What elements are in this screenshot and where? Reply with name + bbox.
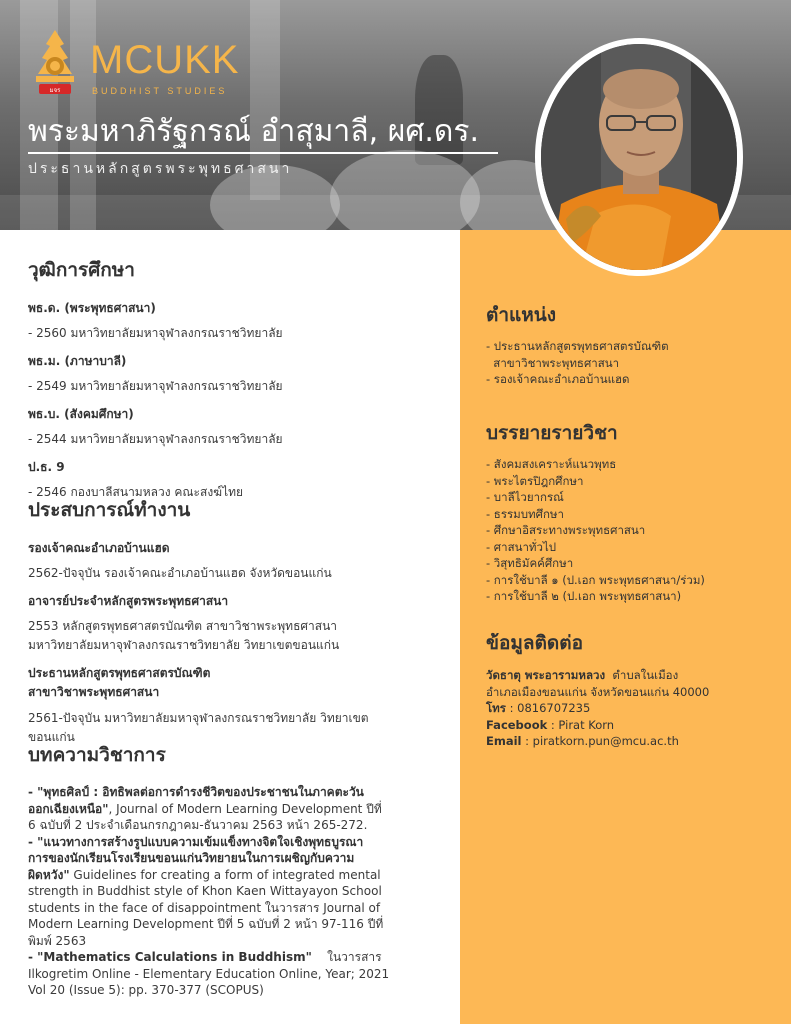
list-item: - บาลีไวยากรณ์ <box>486 490 564 504</box>
contact-section <box>486 628 781 750</box>
article-line: Ilkogretim Online - Elementary Education Online, Year; 2021 <box>28 966 390 981</box>
article-item <box>28 784 448 834</box>
phone-value: : 0816707235 <box>505 701 591 715</box>
facebook-label: Facebook <box>486 717 548 732</box>
list-item: - รองเจ้าคณะอำเภอบ้านแฮด <box>486 372 630 386</box>
list-item: - สังคมสงเคราะห์แนวพุทธ <box>486 457 617 471</box>
experience-section <box>28 495 448 747</box>
temple-location: ตำบลในเมือง <box>605 668 679 682</box>
facebook-value[interactable]: : Pirat Korn <box>547 717 615 732</box>
article-line: - "แนวทางการสร้างรูปแบบความเข้มแข็งทางจิตใจเชิงพุทธบูรณา <box>28 834 364 849</box>
education-degree: ป.ธ. 9 <box>28 460 65 474</box>
person-position: ประธานหลักสูตรพระพุทธศาสนา <box>28 161 293 177</box>
list-item: - พระไตรปิฎกศึกษา <box>486 473 584 488</box>
temple-label: วัดธาตุ พระอารามหลวง <box>486 668 606 682</box>
education-degree: พธ.บ. (สังคมศึกษา) <box>28 407 134 421</box>
article-line: 6 ฉบับที่ 2 ประจำเดือนกรกฎาคม-ธันวาคม 2563 หน้า 265-272. <box>28 818 368 832</box>
list-item: - ศาสนาทั่วไป <box>486 539 557 554</box>
list-item: - ประธานหลักสูตรพุทธศาสตรบัณฑิต <box>486 339 669 353</box>
article-line: Vol 20 (Issue 5): pp. 370-377 (SCOPUS) <box>28 983 264 997</box>
positions-heading: ตำแหน่ง <box>486 304 557 326</box>
name-divider <box>28 152 498 154</box>
article-line: - "Mathematics Calculations in Buddhism" ในวารสาร <box>28 950 382 964</box>
education-detail: - 2560 มหาวิทยาลัยมหาจุฬาลงกรณราชวิทยาลัย <box>28 326 283 340</box>
positions-list <box>486 338 776 388</box>
experience-heading: ประสบการณ์ทำงาน <box>28 499 191 521</box>
courses-list <box>486 456 781 605</box>
list-item: - ธรรมบทศึกษา <box>486 506 564 521</box>
articles-heading: บทความวิชาการ <box>28 744 166 766</box>
article-item <box>28 949 448 999</box>
articles-section <box>28 740 448 999</box>
article-line: students in the face of disappointment ในวารสาร Journal of <box>28 900 381 915</box>
contact-facebook <box>486 717 781 734</box>
university-seal-icon <box>30 28 80 98</box>
courses-heading: บรรยายรายวิชา <box>486 422 618 444</box>
article-item <box>28 834 448 950</box>
article-line: ออกเฉียงเหนือ", Journal of Modern Learning Development ปีที่ <box>28 801 382 816</box>
phone-label: โทร <box>486 701 506 715</box>
list-item: สาขาวิชาพระพุทธศาสนา <box>486 355 620 370</box>
contact-temple <box>486 667 781 684</box>
monk-portrait-icon <box>541 44 737 270</box>
education-section <box>28 255 448 502</box>
experience-role: ประธานหลักสูตรพุทธศาสตรบัณฑิต <box>28 666 211 680</box>
courses-section <box>486 418 781 605</box>
education-detail: - 2549 มหาวิทยาลัยมหาจุฬาลงกรณราชวิทยาลัย <box>28 379 283 393</box>
experience-detail: ขอนแก่น <box>28 730 75 744</box>
articles-list <box>28 784 448 999</box>
experience-role: อาจารย์ประจำหลักสูตรพระพุทธศาสนา <box>28 594 229 608</box>
experience-role: สาขาวิชาพระพุทธศาสนา <box>28 685 160 699</box>
brand-title: MCUKK <box>90 38 240 82</box>
article-line: การของนักเรียนโรงเรียนขอนแก่นวิทยายนในการเผชิญกับความ <box>28 851 355 865</box>
experience-detail: 2553 หลักสูตรพุทธศาสตรบัณฑิต สาขาวิชาพระพุทธศาสนา <box>28 619 338 633</box>
email-label: Email <box>486 734 522 748</box>
education-degree: พธ.ด. (พระพุทธศาสนา) <box>28 301 156 315</box>
education-detail: - 2544 มหาวิทยาลัยมหาจุฬาลงกรณราชวิทยาลัย <box>28 432 283 446</box>
experience-detail: มหาวิทยาลัยมหาจุฬาลงกรณราชวิทยาลัย วิทยาเขตขอนแก่น <box>28 638 340 652</box>
article-line: ผิดหวัง" Guidelines for creating a form of integrated mental <box>28 867 381 882</box>
experience-detail: 2562-ปัจจุบัน รองเจ้าคณะอำเภอบ้านแฮด จังหวัดขอนแก่น <box>28 566 332 580</box>
list-item: - วิสุทธิมัคค์ศึกษา <box>486 556 574 570</box>
experience-detail: 2561-ปัจจุบัน มหาวิทยาลัยมหาจุฬาลงกรณราชวิทยาลัย วิทยาเขต <box>28 711 369 725</box>
list-item: - ศึกษาอิสระทางพระพุทธศาสนา <box>486 523 646 537</box>
list-item: - การใช้บาลี ๒ (ป.เอก พระพุทธศาสนา) <box>486 589 682 603</box>
list-item: - การใช้บาลี ๑ (ป.เอก พระพุทธศาสนา/ร่วม) <box>486 572 705 587</box>
article-line: strength in Buddhist style of Khon Kaen Wittayayon School <box>28 884 382 898</box>
positions-section <box>486 300 776 388</box>
article-line: - "พุทธศิลป์ : อิทธิพลต่อการดำรงชีวิตของประชาชนในภาคตะวัน <box>28 785 364 799</box>
education-degree: พธ.ม. (ภาษาบาลี) <box>28 354 127 368</box>
education-detail: - 2546 กองบาลีสนามหลวง คณะสงฆ์ไทย <box>28 485 244 499</box>
brand-subtitle: BUDDHIST STUDIES <box>92 86 228 96</box>
contact-email <box>486 733 781 750</box>
experience-role: รองเจ้าคณะอำเภอบ้านแฮด <box>28 541 170 555</box>
contact-phone <box>486 700 781 717</box>
person-name: พระมหาภิรัฐกรณ์ อำสุมาลี, ผศ.ดร. <box>28 114 480 149</box>
article-line: พิมพ์ 2563 <box>28 933 87 948</box>
contact-address: อำเภอเมืองขอนแก่น จังหวัดขอนแก่น 40000 <box>486 684 710 699</box>
email-value[interactable]: : piratkorn.pun@mcu.ac.th <box>521 734 679 748</box>
contact-heading: ข้อมูลติดต่อ <box>486 632 583 654</box>
profile-photo <box>535 38 743 276</box>
article-line: Modern Learning Development ปีที่ 5 ฉบับที่ 2 หน้า 97-116 ปีที่ <box>28 917 384 931</box>
logo-band-text: มจร <box>49 87 61 94</box>
education-heading: วุฒิการศึกษา <box>28 259 135 281</box>
